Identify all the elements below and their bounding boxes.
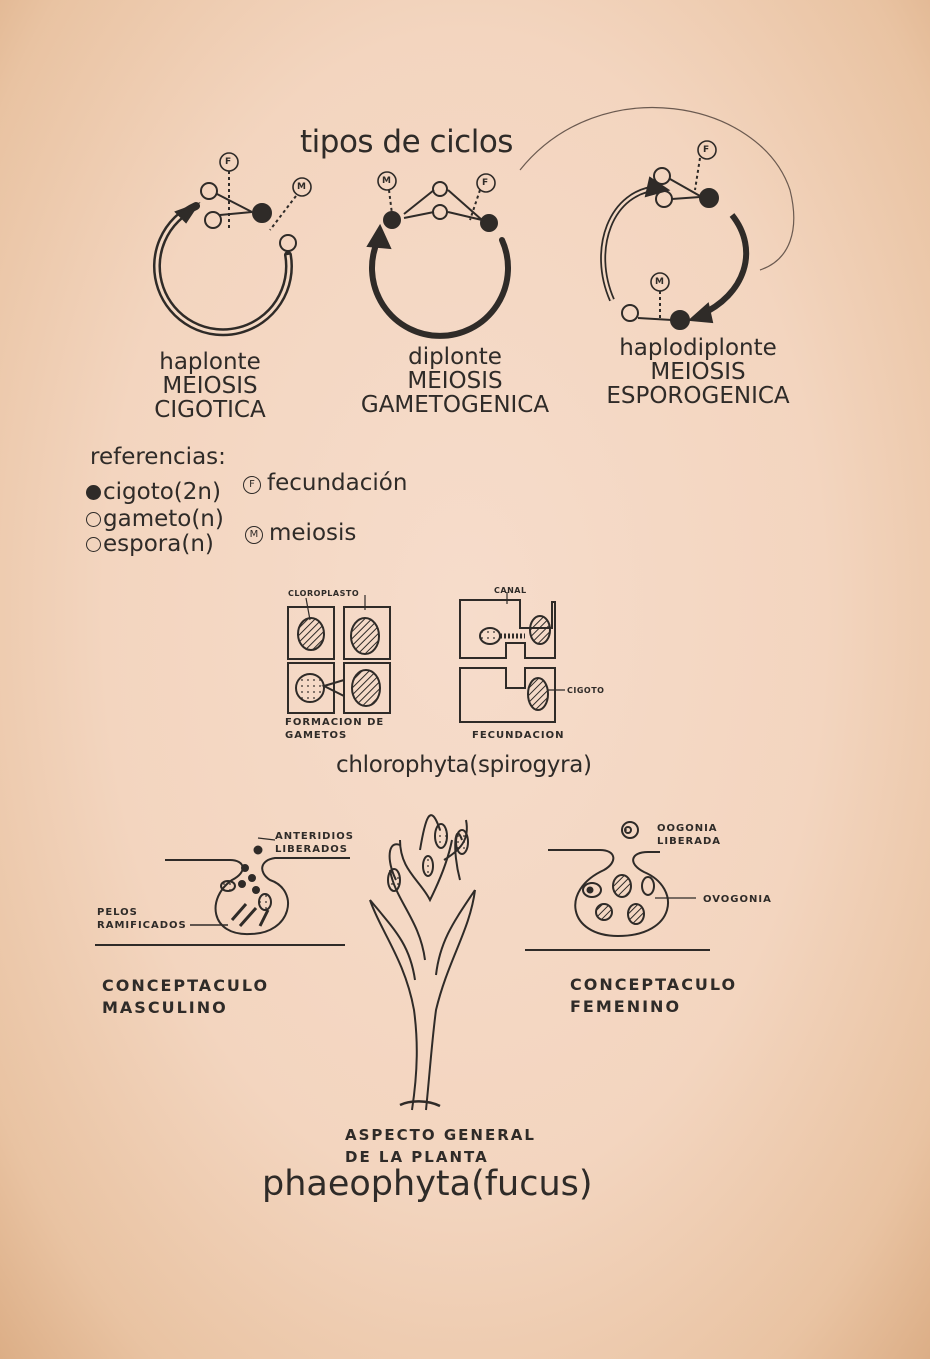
legend-meiosis — [245, 520, 356, 546]
diplonte-name: diplonte — [408, 344, 502, 370]
fucus-plant-drawing — [370, 815, 475, 1110]
legend-fertilization — [243, 470, 407, 496]
haplodiplonte-label — [598, 336, 798, 408]
haplodiplonte-meiosis: MEIOSIS — [650, 359, 746, 385]
legend-spore-label: espora(n) — [103, 531, 214, 557]
haplonte-name: haplonte — [159, 349, 261, 375]
plant-aspect-label — [345, 1124, 536, 1168]
plant-aspect-line2: DE LA PLANTA — [345, 1148, 489, 1166]
references-heading: referencias: — [90, 444, 226, 470]
open-circle-icon — [86, 537, 101, 552]
branched-hairs-label — [97, 906, 187, 932]
page-title: tipos de ciclos — [300, 124, 513, 160]
meiosis-symbol-3: M — [655, 277, 665, 287]
male-conceptacle-line1: CONCEPTACULO — [102, 976, 270, 995]
legend-gamete — [86, 506, 224, 532]
fertilization-symbol-3: F — [703, 145, 710, 155]
diplonte-label — [350, 345, 560, 417]
haplodiplonte-cycle-diagram — [520, 108, 794, 329]
spirogyra-fertilization-diagram — [460, 592, 565, 722]
branched-hairs-line2: RAMIFICADOS — [97, 920, 187, 931]
haplodiplonte-name: haplodiplonte — [619, 335, 777, 361]
haplonte-label — [140, 350, 280, 422]
oogonia-released-label — [657, 822, 721, 848]
legend-gamete-label: gameto(n) — [103, 506, 224, 532]
antheridia-label — [275, 830, 354, 856]
fertilization-circle-icon: F — [243, 476, 261, 494]
gamete-formation-label — [285, 716, 384, 742]
female-conceptacle-label — [570, 974, 737, 1018]
oogonia-line2: LIBERADA — [657, 836, 722, 847]
legend-spore — [86, 531, 214, 557]
antheridia-line2: LIBERADOS — [275, 844, 348, 855]
spirogyra-caption: chlorophyta(spirogyra) — [336, 752, 592, 778]
filled-circle-icon — [86, 485, 101, 500]
fucus-caption: phaeophyta(fucus) — [262, 1164, 593, 1204]
male-conceptacle-label — [102, 975, 269, 1019]
diplonte-meiosis-type: GAMETOGENICA — [360, 392, 550, 418]
legend-zygote-label: cigoto(2n) — [103, 479, 221, 505]
haplonte-meiosis-type: CIGOTICA — [154, 397, 266, 423]
fertilization-symbol-1: F — [225, 157, 232, 167]
meiosis-circle-icon: M — [245, 526, 263, 544]
female-conceptacle-line1: CONCEPTACULO — [570, 975, 738, 994]
haplodiplonte-meiosis-type: ESPOROGENICA — [606, 383, 790, 409]
oogonia-line1: OOGONIA — [657, 823, 718, 834]
meiosis-symbol-2: M — [382, 176, 392, 186]
open-circle-icon — [86, 512, 101, 527]
meiosis-symbol-1: M — [297, 182, 307, 192]
gamete-formation-line1: FORMACION DE — [285, 717, 385, 728]
canal-label: CANAL — [494, 586, 527, 595]
branched-hairs-line1: PELOS — [97, 907, 138, 918]
antheridia-line1: ANTERIDIOS — [275, 831, 354, 842]
spirogyra-gamete-formation-diagram — [288, 595, 390, 713]
chloroplast-label: CLOROPLASTO — [288, 589, 360, 598]
male-conceptacle-line2: MASCULINO — [102, 998, 228, 1017]
zygote-label: CIGOTO — [567, 686, 605, 695]
legend-zygote — [86, 479, 221, 505]
legend-fertilization-label: fecundación — [267, 470, 408, 496]
plant-aspect-line1: ASPECTO GENERAL — [345, 1126, 536, 1144]
fertilization-symbol-2: F — [482, 178, 489, 188]
oogonium-label: OVOGONIA — [703, 894, 772, 905]
gamete-formation-line2: GAMETOS — [285, 730, 348, 741]
haplonte-cycle-diagram — [157, 153, 311, 332]
female-conceptacle-line2: FEMENINO — [570, 997, 682, 1016]
diplonte-meiosis: MEIOSIS — [407, 368, 503, 394]
legend-meiosis-label: meiosis — [269, 520, 357, 546]
haplonte-meiosis: MEIOSIS — [162, 373, 258, 399]
diplonte-cycle-diagram — [368, 172, 508, 336]
fertilization-label: FECUNDACION — [472, 730, 565, 741]
